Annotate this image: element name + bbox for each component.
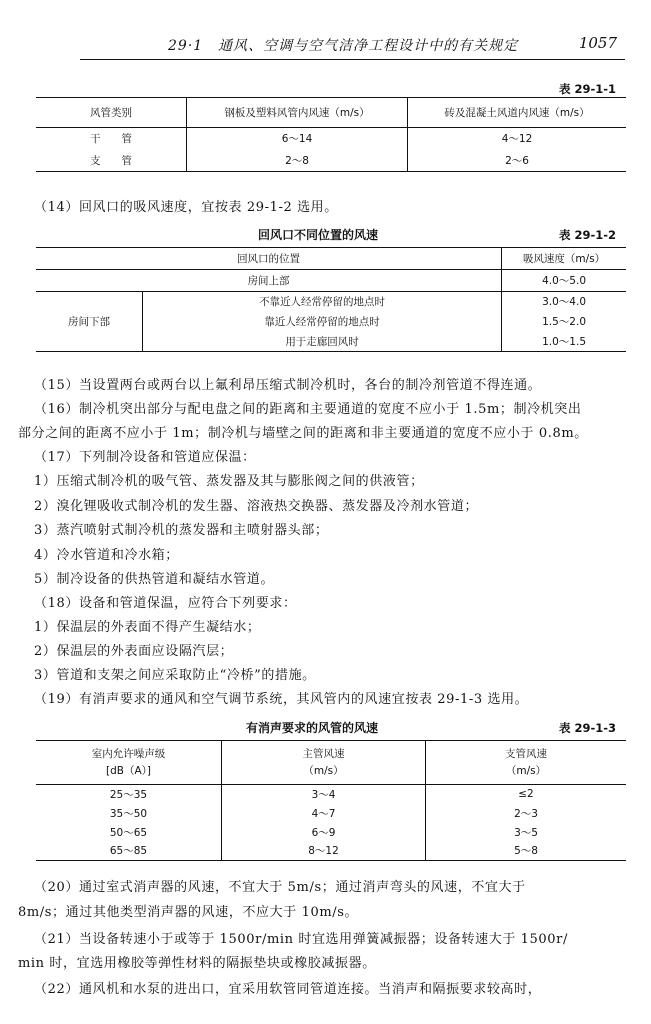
table3-header-cell	[222, 741, 426, 785]
table3-label: 表 29-1-3	[559, 721, 617, 735]
table3-cell: 50～65	[36, 823, 222, 842]
table3-header-line: （m/s）	[303, 764, 344, 777]
table3-header-line: 支管风速	[505, 747, 547, 760]
table1-cell: 4～12	[501, 133, 533, 146]
paragraph: min 时，宜选用橡胶等弹性材料的隔振垫块或橡胶减振器。	[18, 956, 376, 971]
paragraph: （22）通风机和水泵的进出口，宜采用软管同管道连接。当消声和隔振要求较高时，	[34, 982, 542, 997]
table3-cell: 5～8	[426, 842, 627, 861]
table2-cell: 1.5～2.0	[542, 316, 587, 328]
table3-header-line: 室内允许噪声级	[91, 747, 166, 760]
table3-cell: 25～35	[36, 785, 222, 804]
table3-header-line: （m/s）	[505, 764, 547, 777]
table-row	[36, 128, 626, 150]
table2-cell: 房间上部	[36, 270, 502, 292]
table3-header-cell	[426, 741, 627, 785]
paragraph: （17）下列制冷设备和管道应保温：	[34, 450, 256, 465]
table2-cell: 1.0～1.5	[502, 332, 626, 352]
table3-header-cell	[36, 741, 222, 785]
paragraph: （15）当设置两台或两台以上氟利昂压缩式制冷机时，各台的制冷剂管道不得连通。	[34, 378, 542, 393]
table1-cell: 6～14	[187, 128, 408, 150]
table-29-1-1	[36, 97, 626, 172]
paragraph: 部分之间的距离不应小于 1m；制冷机与墙壁之间的距离和非主要通道的宽度不应小于 0.8m。	[18, 426, 588, 441]
paragraph: 1）保温层的外表面不得产生凝结水；	[34, 620, 261, 635]
table3-cell: 35～50	[36, 804, 222, 823]
paragraph: （20）通过室式消声器的风速，不宜大于 5m/s；通过消声弯头的风速，不宜大于	[34, 880, 526, 895]
paragraph: （14）回风口的吸风速度，宜按表 29-1-2 选用。	[34, 200, 338, 215]
table1-cell: 干 管	[36, 128, 187, 150]
table3-cell: 8～12	[222, 842, 426, 861]
paragraph: 2）保温层的外表面应设隔汽层；	[34, 644, 234, 659]
table3-cell: 65～85	[36, 842, 222, 861]
table1-cell: 支 管	[36, 150, 187, 172]
table3-cell: 6～9	[222, 823, 426, 842]
table3-title: 有消声要求的风管的风速	[246, 721, 379, 735]
paragraph: 1）压缩式制冷机的吸气管、蒸发器及其与膨胀阀之间的供液管；	[34, 474, 424, 489]
paragraph: 5）制冷设备的供热管道和凝结水管道。	[34, 572, 275, 587]
table2-cell: 用于走廊回风时	[143, 332, 502, 352]
table1-header-cell: 风管类别	[36, 98, 187, 128]
table3-cell: 2～3	[514, 807, 538, 820]
table3-cell: 4～7	[222, 804, 426, 823]
table2-header-cell: 吸风速度（m/s）	[502, 248, 626, 270]
table3-header-line: [dB（A）]	[106, 764, 151, 777]
table-row	[36, 804, 626, 823]
table2-label: 表 29-1-2	[559, 228, 617, 242]
table-row	[36, 823, 626, 842]
table2-cell: 4.0～5.0	[502, 270, 626, 292]
paragraph: 3）蒸汽喷射式制冷机的蒸发器和主喷射器头部；	[34, 523, 329, 538]
table-row	[36, 842, 626, 861]
table3-cell: 3～5	[514, 826, 538, 839]
table-29-1-2	[36, 247, 626, 352]
table2-cell: 靠近人经常停留的地点时	[143, 312, 502, 332]
paragraph: （18）设备和管道保温，应符合下列要求：	[34, 596, 297, 611]
table1-header-cell: 钢板及塑料风管内风速（m/s）	[187, 98, 408, 128]
table1-cell: 2～8	[187, 150, 408, 172]
running-header	[80, 33, 625, 60]
table1-label: 表 29-1-1	[559, 82, 617, 96]
table-29-1-3	[36, 740, 626, 861]
paragraph: 2）溴化锂吸收式制冷机的发生器、溶液热交换器、蒸发器及冷剂水管道；	[34, 499, 479, 514]
table3-cell: 3～4	[222, 785, 426, 804]
table3-cell: ≤2	[518, 788, 534, 801]
paragraph: （16）制冷机突出部分与配电盘之间的距离和主要通道的宽度不应小于 1.5m；制冷机突出	[34, 402, 582, 417]
table2-cell: 3.0～4.0	[542, 296, 587, 309]
paragraph: （21）当设备转速小于或等于 1500r/min 时宜选用弹簧减振器；设备转速大于 1500r/	[34, 932, 568, 947]
table-row	[36, 785, 626, 804]
table1-header-cell: 砖及混凝土风道内风速（m/s）	[408, 98, 627, 128]
table-row	[36, 150, 626, 172]
table1-cell: 2～6	[408, 150, 627, 172]
paragraph: 3）管道和支架之间应采取防止“冷桥”的措施。	[34, 668, 316, 683]
table2-title: 回风口不同位置的风速	[258, 228, 379, 242]
paragraph: 4）冷水管道和冷水箱；	[34, 548, 179, 563]
header-title: 29·1 通风、空调与空气洁净工程设计中的有关规定	[168, 38, 519, 54]
table2-group-label: 房间下部	[36, 292, 143, 352]
table-row	[36, 270, 626, 292]
paragraph: （19）有消声要求的通风和空气调节系统，其风管内的风速宜按表 29-1-3 选用。	[34, 692, 529, 707]
table3-header-line: 主管风速	[302, 747, 345, 760]
table2-cell: 不靠近人经常停留的地点时	[143, 292, 502, 312]
paragraph: 8m/s；通过其他类型消声器的风速，不应大于 10m/s。	[18, 905, 359, 920]
page-number: 1057	[578, 34, 617, 52]
table-row	[36, 292, 626, 312]
table2-header-cell: 回风口的位置	[36, 248, 502, 270]
